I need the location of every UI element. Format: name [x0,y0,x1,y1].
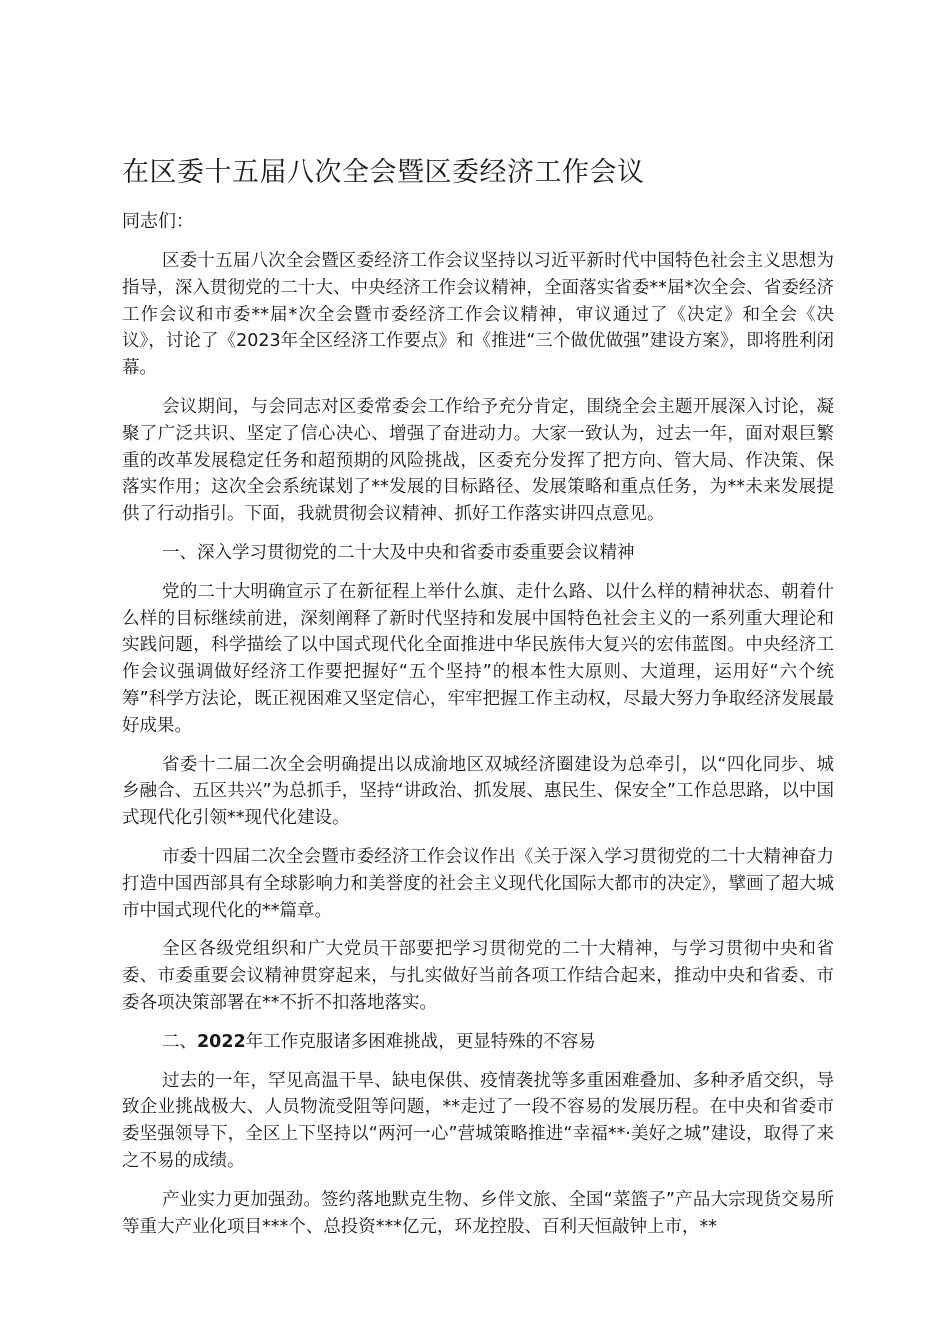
paragraph-1: 区委十五届八次全会暨区委经济工作会议坚持以习近平新时代中国特色社会主义思想为指导，深入贯彻党的二十大、中央经济工作会议精神，全面落实省委**届*次全会、省委经济工作会议和市委**届*次全会暨市委经济工作会议精神，审议通过了《决定》和全会《决议》，讨论了《2023年全区经济工作要点》和《推进“三个做优做强”建设方案》，即将胜利闭幕。 [122,251,834,379]
salutation: 同志们： [122,211,194,232]
paragraph-6: 全区各级党组织和广大党员干部要把学习贯彻党的二十大精神，与学习贯彻中央和省委、市委重要会议精神贯穿起来，与扎实做好当前各项工作结合起来，推动中央和省委、市委各项决策部署在**不折不扣落地落实。 [122,939,834,1013]
section-heading-2 [122,1029,834,1056]
paragraph-3: 党的二十大明确宣示了在新征程上举什么旗、走什么路、以什么样的精神状态、朝着什么样的目标继续前进，深刻阐释了新时代坚持和发展中国特色社会主义的一系列重大理论和实践问题，科学描绘了以中国式现代化全面推进中华民族伟大复兴的宏伟蓝图。中央经济工作会议强调做好经济工作要把握好“五个坚持”的根本性大原则、大道理，运用好“六个统筹”科学方法论，既正视困难又坚定信心，牢牢把握工作主动权，尽最大努力争取经济发展最好成果。 [122,581,834,736]
document-title: 在区委十五届八次全会暨区委经济工作会议 [122,157,645,188]
paragraph-7: 过去的一年，罕见高温干旱、缺电保供、疫情袭扰等多重困难叠加、多种矛盾交织，导致企业挑战极大、人员物流受阻等问题，**走过了一段不容易的发展历程。在中央和省委市委坚强领导下，全区上下坚持以“两河一心”营城策略推进“幸福**·美好之城”建设，取得了来之不易的成绩。 [122,1070,834,1171]
paragraph-5: 市委十四届二次全会暨市委经济工作会议作出《关于深入学习贯彻党的二十大精神奋力打造中国西部具有全球影响力和美誉度的社会主义现代化国际大都市的决定》，擘画了超大城市中国式现代化的**篇章。 [122,846,834,921]
paragraph-8: 产业实力更加强劲。签约落地默克生物、乡伴文旅、全国“菜篮子”产品大宗现货交易所等重大产业化项目***个、总投资***亿元，环龙控股、百利天恒敲钟上市，** [122,1189,834,1237]
section-heading-1: 一、深入学习贯彻党的二十大及中央和省委市委重要会议精神 [162,542,635,563]
paragraph-2: 会议期间，与会同志对区委常委会工作给予充分肯定，围绕全会主题开展深入讨论，凝聚了广泛共识、坚定了信心决心、增强了奋进动力。大家一致认为，过去一年，面对艰巨繁重的改革发展稳定任务和超预期的风险挑战，区委充分发挥了把方向、管大局、作决策、保落实作用；这次全会系统谋划了**发展的目标路径、发展策略和重点任务，为**未来发展提供了行动指引。下面，我就贯彻会议精神、抓好工作落实讲四点意见。 [122,396,834,525]
heading-text: 年工作克服诸多困难挑战，更显特殊的不容易 [245,1031,596,1052]
heading-prefix: 二、 [162,1031,197,1052]
document-body [122,150,834,1252]
heading-year: 2022 [197,1031,246,1052]
paragraph-4: 省委十二届二次全会明确提出以成渝地区双城经济圈建设为总牵引，以“四化同步、城乡融合、五区共兴”为总抓手，坚持“讲政治、抓发展、惠民生、保安全”工作总思路，以中国式现代化引领**现代化建设。 [122,754,834,829]
